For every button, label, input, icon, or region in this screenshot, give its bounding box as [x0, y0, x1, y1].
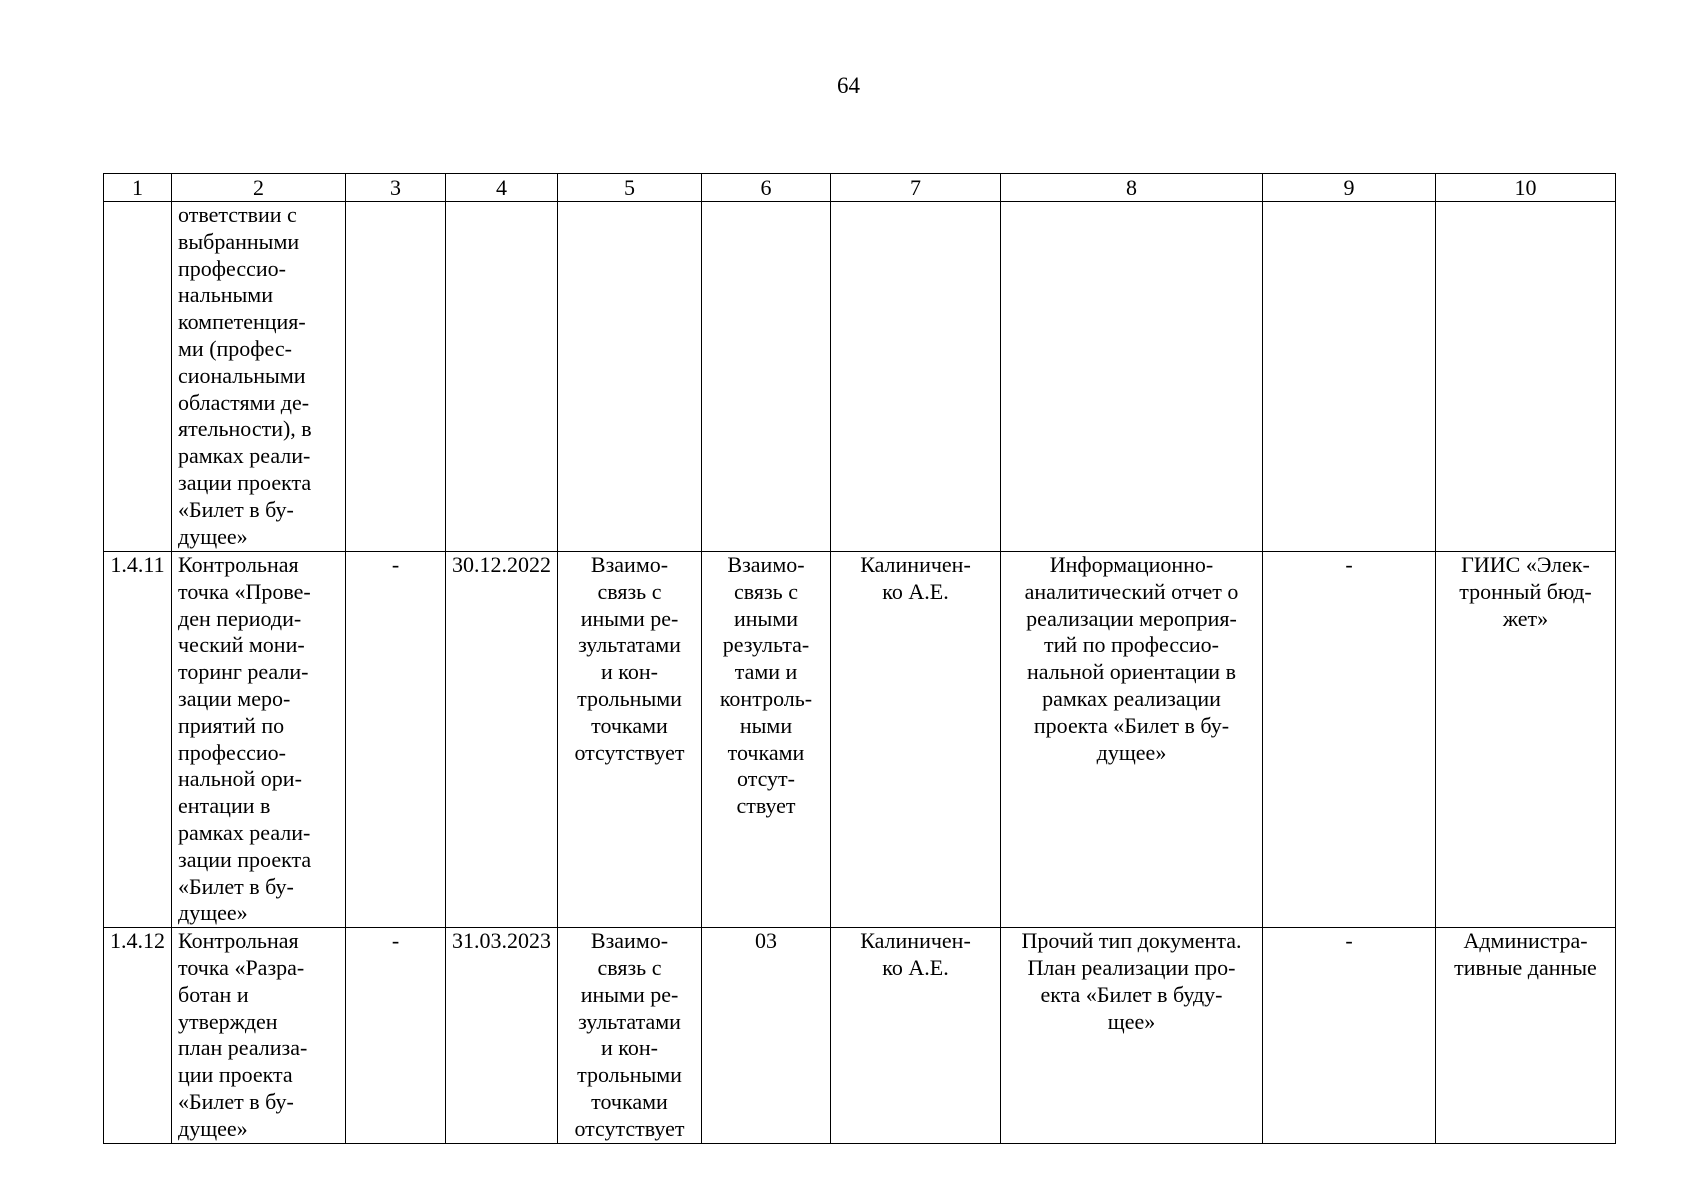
column-header-2: 2 [172, 174, 346, 202]
column-header-3: 3 [346, 174, 446, 202]
table-row [104, 552, 1616, 928]
column-6-cell: Взаимо- связь с иными результа- тами и контроль- ными точками отсут- ствует [702, 552, 831, 928]
column-header-9: 9 [1263, 174, 1436, 202]
column-header-6: 6 [702, 174, 831, 202]
responsible-cell [831, 202, 1001, 552]
date-cell: 30.12.2022 [446, 552, 558, 928]
table-body [104, 202, 1616, 1144]
column-5-cell: Взаимо- связь с иными ре- зультатами и кон- трольными точками отсутствует [558, 552, 702, 928]
row-number-cell: 1.4.11 [104, 552, 172, 928]
column-header-7: 7 [831, 174, 1001, 202]
column-9-cell: - [1263, 928, 1436, 1144]
column-header-1: 1 [104, 174, 172, 202]
column-3-cell: - [346, 928, 446, 1144]
date-cell [446, 202, 558, 552]
activity-name-cell: ответствии с выбранными профессио- нальными компетенция- ми (профес- сиональными областями де- ятельности), в рамках реали- зации проекта «Билет в бу- дущее» [172, 202, 346, 552]
document-cell: Прочий тип документа. План реализации про- екта «Билет в буду- щее» [1001, 928, 1263, 1144]
column-header-4: 4 [446, 174, 558, 202]
row-number-cell [104, 202, 172, 552]
page-number: 64 [837, 73, 860, 98]
data-source-cell [1436, 202, 1616, 552]
row-number-cell: 1.4.12 [104, 928, 172, 1144]
data-source-cell: ГИИС «Элек- тронный бюд- жет» [1436, 552, 1616, 928]
table-header [104, 174, 1616, 202]
responsible-cell: Калиничен- ко А.Е. [831, 552, 1001, 928]
column-9-cell: - [1263, 552, 1436, 928]
column-3-cell: - [346, 552, 446, 928]
data-source-cell: Администра- тивные данные [1436, 928, 1616, 1144]
column-6-cell [702, 202, 831, 552]
document-cell [1001, 202, 1263, 552]
column-5-cell [558, 202, 702, 552]
activity-name-cell: Контрольная точка «Разра- ботан и утвержден план реализа- ции проекта «Билет в бу- дущее» [172, 928, 346, 1144]
column-header-8: 8 [1001, 174, 1263, 202]
column-9-cell [1263, 202, 1436, 552]
responsible-cell: Калиничен- ко А.Е. [831, 928, 1001, 1144]
column-3-cell [346, 202, 446, 552]
column-5-cell: Взаимо- связь с иными ре- зультатами и кон- трольными точками отсутствует [558, 928, 702, 1144]
activity-name-cell: Контрольная точка «Прове- ден периоди- ческий мони- торинг реали- зации меро- приятий по профессио- нальной ори- ентации в рамках реали- зации проекта «Билет в бу- дущее» [172, 552, 346, 928]
table-row [104, 928, 1616, 1144]
date-cell: 31.03.2023 [446, 928, 558, 1144]
document-cell: Информационно- аналитический отчет о реализации мероприя- тий по профессио- нальной ориентации в рамках реализации проекта «Билет в бу- дущее» [1001, 552, 1263, 928]
column-header-10: 10 [1436, 174, 1616, 202]
plan-table [103, 173, 1616, 1144]
header-row [104, 174, 1616, 202]
table-row [104, 202, 1616, 552]
column-header-5: 5 [558, 174, 702, 202]
column-6-cell: 03 [702, 928, 831, 1144]
